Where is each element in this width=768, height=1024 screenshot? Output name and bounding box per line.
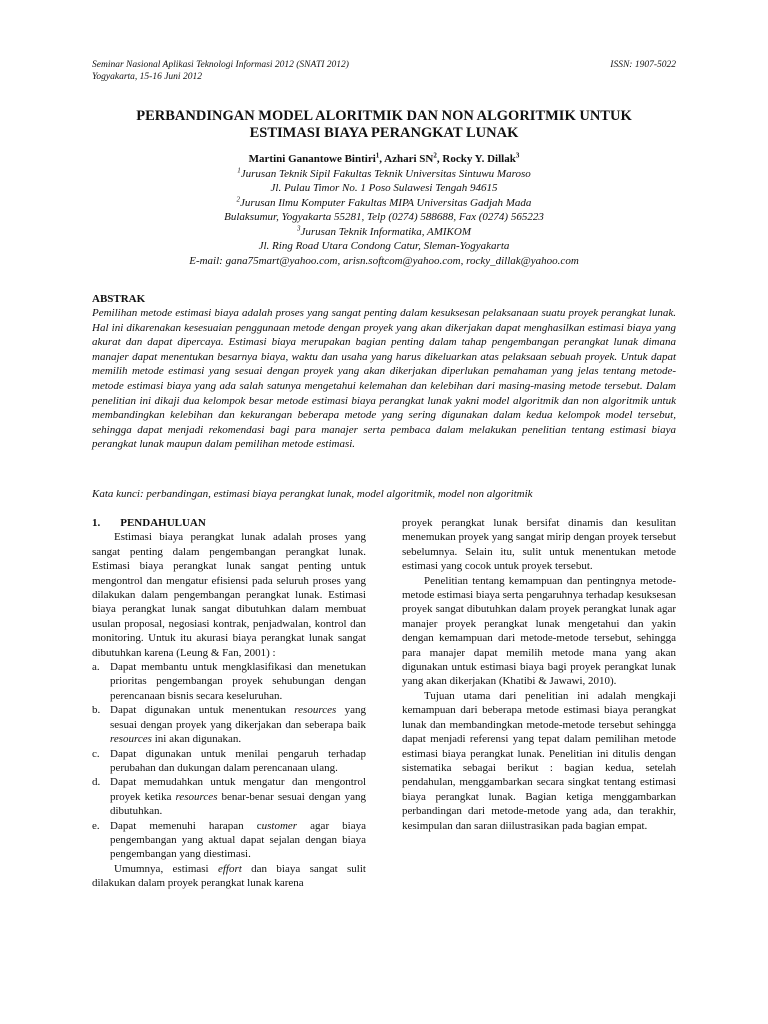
paragraph-research: Penelitian tentang kemampuan dan pentingnya metode-metode estimasi biaya serta pengaruhnya terhadap kesuksesan proyek sangat dibutuhkan dalam proyek perangkat lunak agar manajer proyek perangkat lunak mengetahui dan yakin dengan kemampuan dari metode-metode tersebut, sehingga para manajer dapat memilih metode mana yang akan digunakan untuk estimasi biaya bagi proyek perangkat lunak yang akan dikerjakan (Khatibi & Jawawi, 2010). bbox=[402, 574, 676, 688]
author-3: Rocky Y. Dillak bbox=[442, 153, 516, 165]
list-marker: b. bbox=[92, 704, 101, 717]
author-1-sup: 1 bbox=[375, 151, 380, 160]
title-line-2: ESTIMASI BIAYA PERANGKAT LUNAK bbox=[249, 125, 519, 141]
author-2: Azhari SN bbox=[384, 153, 434, 165]
author-1: Martini Ganantowe Bintiri bbox=[248, 153, 376, 165]
list-item bbox=[92, 819, 366, 862]
list-item-text: Dapat memudahkan untuk mengatur dan mengontrol proyek ketika bbox=[110, 776, 366, 803]
author-emails: E-mail: gana75mart@yahoo.com, arisn.softcom@yahoo.com, rocky_dillak@yahoo.com bbox=[189, 254, 579, 267]
author-names bbox=[92, 152, 676, 167]
affiliation-1-name: Jurusan Teknik Sipil Fakultas Teknik Universitas Sintuwu Maroso bbox=[240, 167, 531, 180]
list-marker: a. bbox=[92, 661, 100, 674]
abstract-body: Pemilihan metode estimasi biaya adalah proses yang sangat penting dalam kesuksesan pelaksanaan suatu proyek perangkat lunak. Hal ini dikarenakan kesesuaian penggunaan metode dengan proyek yang akan dikerjakan dapat menghasilkan estimasi biaya yang akurat dan dapat dipercaya. Estimasi biaya merupakan bagian penting dalam tahap pengembangan perangkat lunak dimana manajer dapat menentukan besarnya biaya, waktu dan usaha yang harus dikeluarkan atas pelaksaan sebuah proyek. Untuk dapat memilih metode estimasi yang sesuai dengan proyek yang akan dikerjakan diperlukan pemahaman yang jelas tentang metode-metode estimasi biaya yang ada salah satunya mengetahui kelemahan dan kelebihan dari masing-masing metode tersebut. Dalam penelitian ini dikaji dua kelompok besar metode estimasi biaya perangkat lunak yakni model algoritmik dan non algoritmik untuk membandingkan kelebihan dan kekurangan beberapa metode yang sering digunakan dalam kedua kelompok model tersebut, sehingga dapat menjadi rekomendasi bagi para manajer serta pembaca dalam melakukan penelitian tentang estimasi biaya perangkat lunak maupun dalam pemilihan metode estimasi. bbox=[92, 307, 676, 451]
section-title: PENDAHULUAN bbox=[120, 517, 206, 529]
paragraph-effort-post: dan biaya sangat sulit dilakukan dalam proyek perangkat lunak karena bbox=[92, 862, 366, 890]
paragraph-effort-emphasis: effort bbox=[217, 862, 242, 875]
conference-location-date: Yogyakarta, 15-16 Juni 2012 bbox=[92, 72, 202, 82]
list-marker: e. bbox=[92, 819, 100, 832]
title-line-1: PERBANDINGAN MODEL ALORITMIK DAN NON ALGORITMIK UNTUK bbox=[136, 108, 632, 124]
column-left bbox=[92, 516, 366, 891]
affiliation-1 bbox=[92, 167, 676, 182]
benefit-list bbox=[92, 660, 366, 862]
affiliation-1-address: Jl. Pulau Timor No. 1 Poso Sulawesi Tengah 94615 bbox=[270, 182, 498, 194]
list-item-text: agar biaya pengembangan yang aktual dapat sejalan dengan biaya pengembangan yang diestimasi. bbox=[110, 819, 367, 861]
author-3-sup: 3 bbox=[515, 151, 520, 160]
list-item-emphasis: ustomer bbox=[261, 819, 298, 832]
section-heading bbox=[92, 516, 366, 530]
affiliation-1-sup: 1 bbox=[237, 165, 241, 174]
issn-label: ISSN: 1907-5022 bbox=[610, 60, 676, 70]
affiliation-2-name: Jurusan Ilmu Komputer Fakultas MIPA Universitas Gadjah Mada bbox=[240, 196, 532, 209]
affiliation-3-name: Jurusan Teknik Informatika, AMIKOM bbox=[300, 225, 471, 238]
list-item bbox=[92, 747, 366, 776]
list-item-text: Dapat digunakan untuk menentukan bbox=[110, 704, 295, 717]
list-item-text: ini akan digunakan. bbox=[151, 733, 242, 746]
section-number: 1. bbox=[92, 517, 101, 529]
paragraph-effort bbox=[92, 862, 366, 891]
keywords: Kata kunci: perbandingan, estimasi biaya perangkat lunak, model algoritmik, model non algoritmik bbox=[92, 488, 533, 500]
paragraph-intro: Estimasi biaya perangkat lunak adalah proses yang sangat penting dalam pengembangan perangkat lunak. Estimasi biaya perangkat lunak sangat penting untuk mengontrol dan mengatur efisiensi pada seluruh proses yang dilakukan dalam pengembangan perangkat lunak. Estimasi biaya perangkat lunak sangat dibutuhkan dalam membuat usulan proposal, negosiasi kontrak, penjadwalan, kontrol dan monitoring. Untuk itu akurasi biaya perangkat lunak sangat dibutuhkan karena (Leung & Fan, 2001) : bbox=[92, 531, 366, 659]
paragraph-continued: proyek perangkat lunak bersifat dinamis dan kesulitan menemukan proyek yang sangat mirip dengan proyek tersebut sebelumnya. Selain itu, sulit untuk menentukan metode estimasi yang cocok untuk proyek tersebut. bbox=[402, 517, 677, 573]
running-header-left bbox=[92, 59, 349, 83]
list-item bbox=[92, 775, 366, 818]
affiliation-2-address: Bulaksumur, Yogyakarta 55281, Telp (0274) 588688, Fax (0274) 565223 bbox=[224, 211, 544, 223]
affiliation-2 bbox=[92, 196, 676, 211]
paper-title bbox=[92, 108, 676, 142]
list-item-text: Dapat digunakan untuk menilai pengaruh terhadap perubahan dan dukungan dalam perencanaan ulang. bbox=[110, 747, 366, 774]
affiliation-3-sup: 3 bbox=[297, 223, 301, 232]
list-item-text: Dapat memenuhi harapan c bbox=[110, 819, 262, 832]
list-item-emphasis: resources bbox=[110, 733, 152, 746]
affiliation-3 bbox=[92, 225, 676, 240]
author-2-sup: 2 bbox=[433, 151, 437, 160]
abstract-heading: ABSTRAK bbox=[92, 293, 146, 305]
list-marker: d. bbox=[92, 776, 101, 789]
column-right bbox=[402, 516, 676, 833]
list-item bbox=[92, 660, 366, 703]
paragraph-objective: Tujuan utama dari penelitian ini adalah mengkaji kemampuan dari beberapa metode estimasi biaya perangkat lunak dan membandingkan metode-metode tersebut sehingga dapat menjadi referensi yang tepat dalam pemilihan metode estimasi biaya perangkat lunak. Penelitian ini ditulis dengan sistematika sebagai berikut : bagian kedua, setelah pendahulan, menggambarkan secara singkat tentang estimasi biaya perangkat lunak. Bagian ketiga menggambarkan perbandingan dari metode-metode yang ada, dan terakhir, kesimpulan dan saran diilustrasikan pada bagian empat. bbox=[402, 689, 676, 832]
list-item-emphasis: resources bbox=[294, 704, 337, 717]
author-sep-1: , bbox=[379, 153, 385, 165]
list-marker: c. bbox=[92, 747, 100, 760]
conference-name: Seminar Nasional Aplikasi Teknologi Informasi 2012 (SNATI 2012) bbox=[92, 60, 349, 70]
author-block bbox=[92, 152, 676, 268]
list-item bbox=[92, 703, 366, 746]
list-item-text: yang sesuai dengan proyek yang dikerjakan dan seberapa baik bbox=[110, 704, 366, 731]
list-item-text: benar-benar sesuai dengan yang dibutuhkan. bbox=[110, 790, 366, 818]
paragraph-effort-pre: Umumnya, estimasi bbox=[114, 862, 218, 875]
affiliation-3-address: Jl. Ring Road Utara Condong Catur, Sleman-Yogyakarta bbox=[258, 240, 510, 252]
author-sep-2: , bbox=[436, 153, 443, 165]
list-item-text: Dapat membantu untuk mengklasifikasi dan menetukan prioritas pengembangan proyek sehubungan dengan perencanaan bisnis secara keseluruhan. bbox=[110, 661, 366, 702]
list-item-emphasis: resources bbox=[175, 790, 218, 803]
affiliation-2-sup: 2 bbox=[236, 194, 241, 203]
